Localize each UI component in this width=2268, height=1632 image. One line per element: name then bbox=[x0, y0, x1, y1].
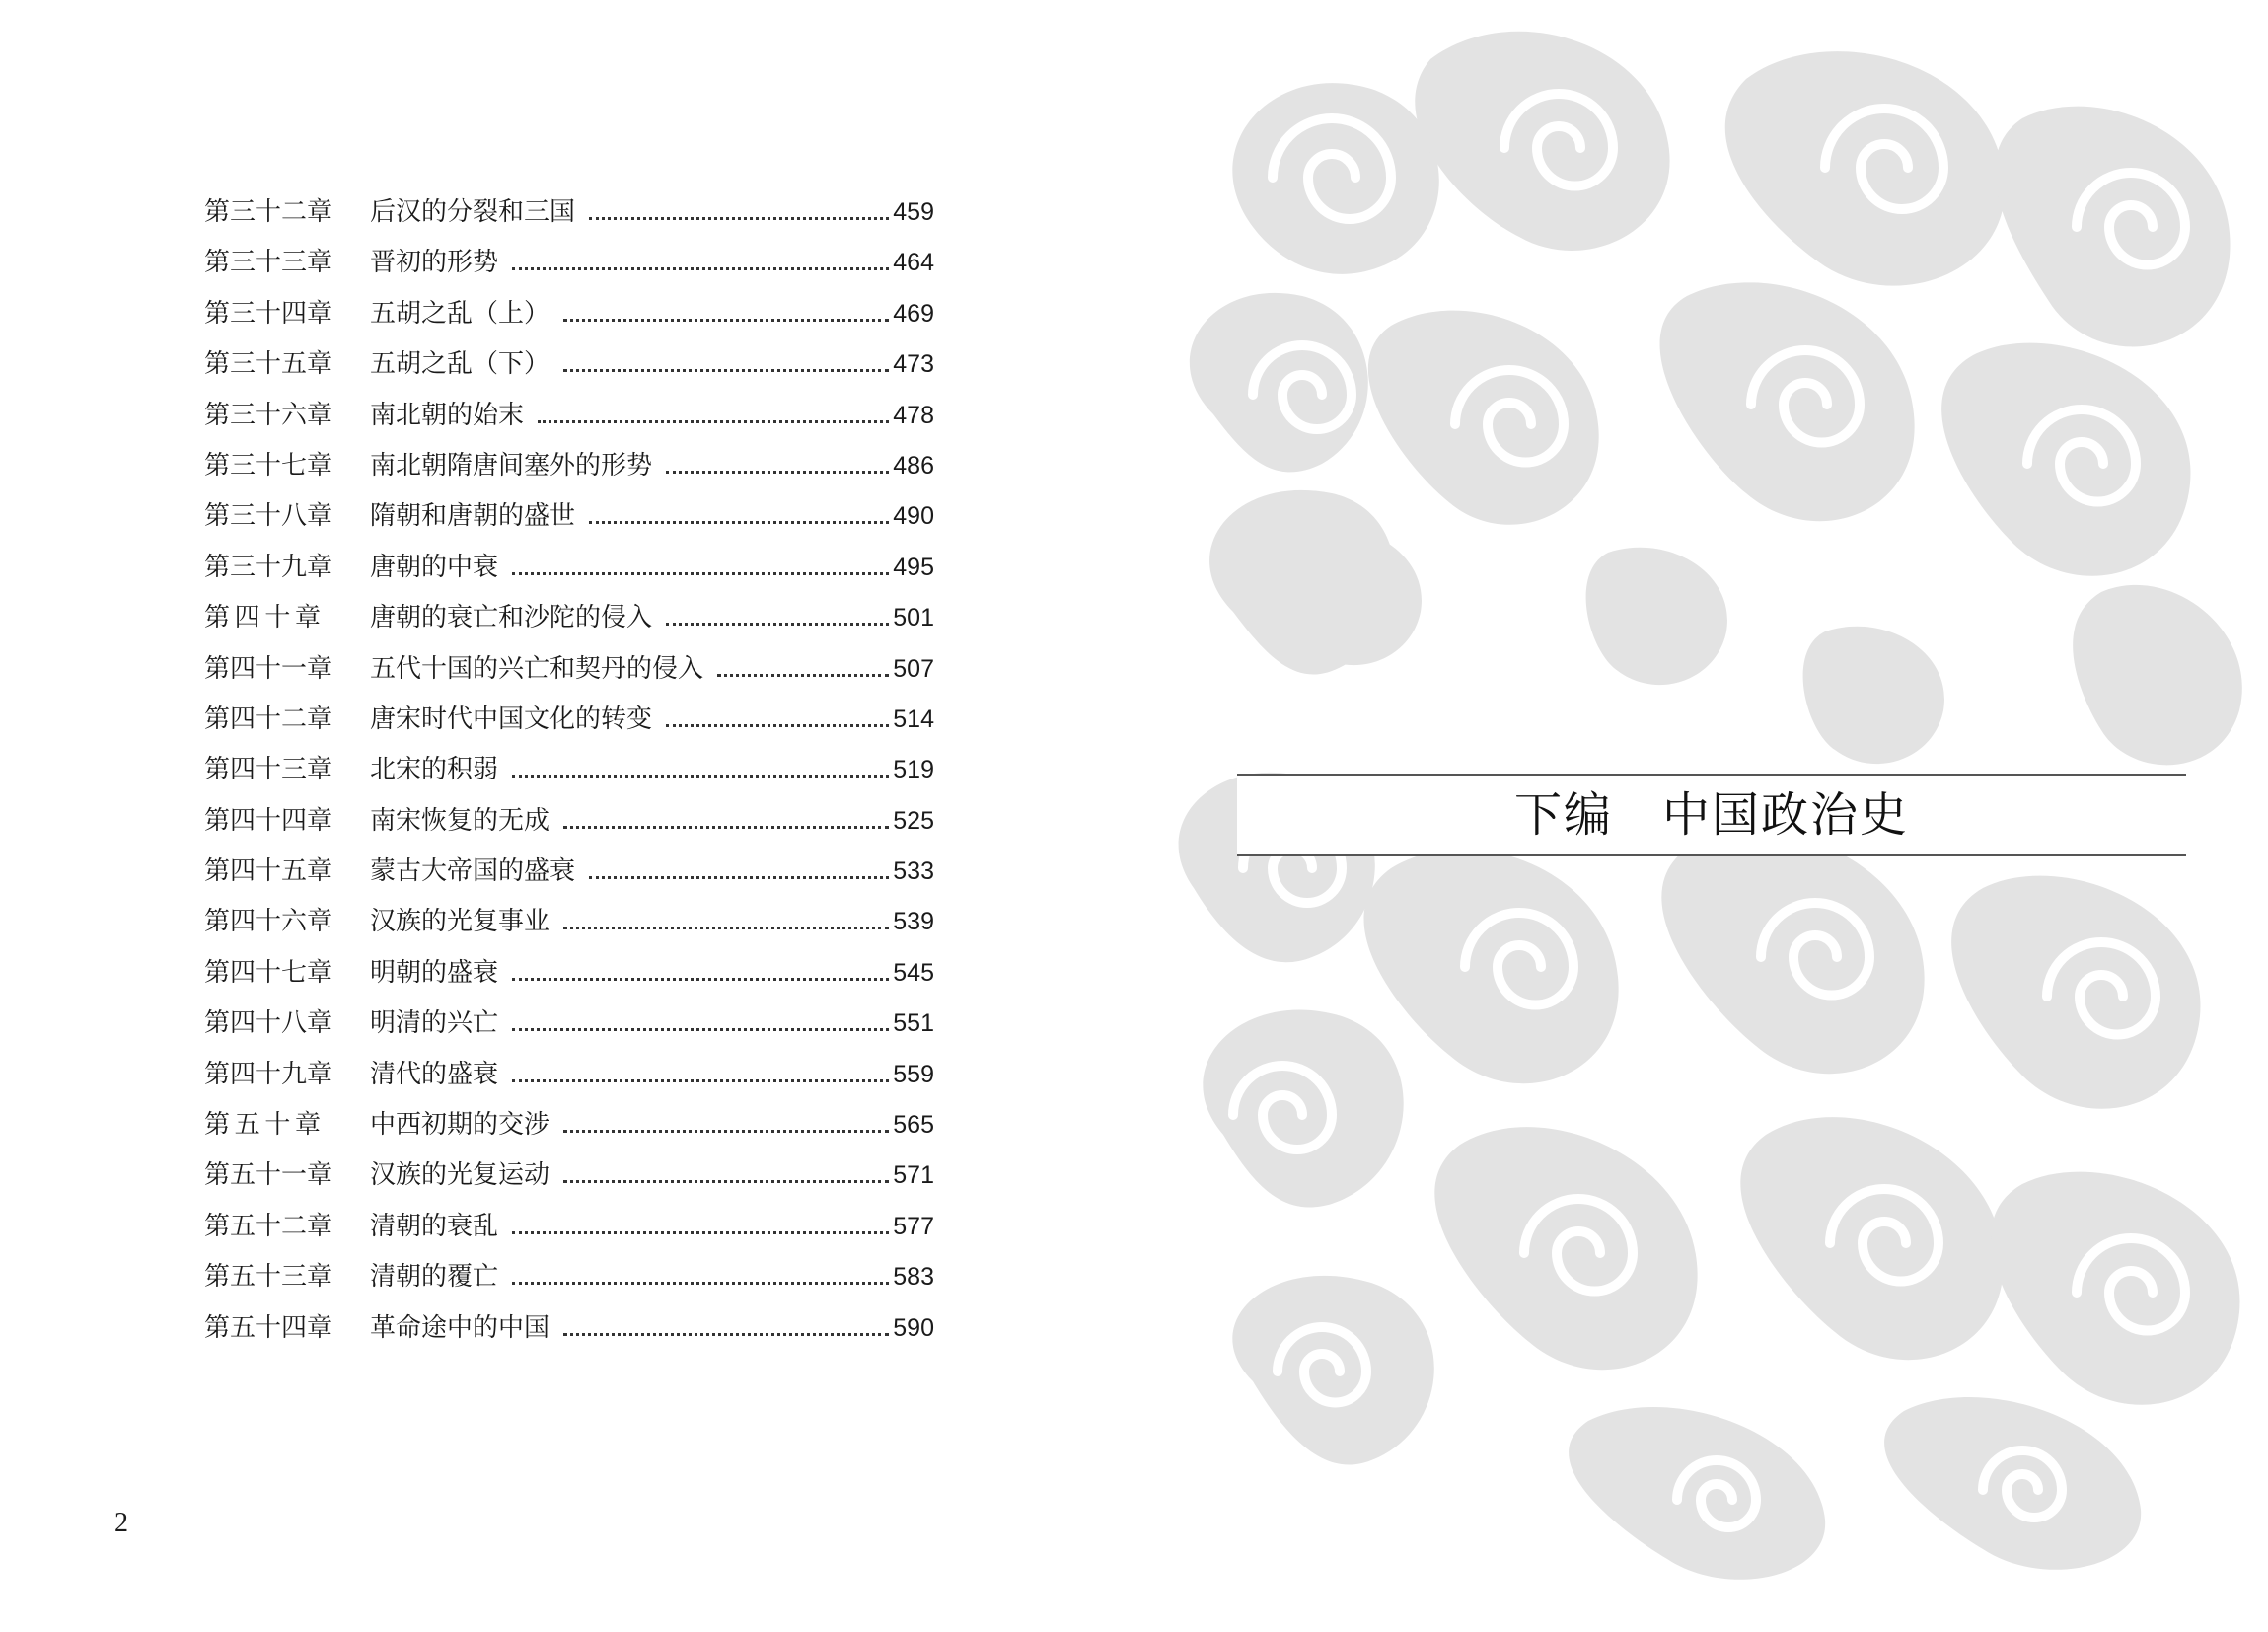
toc-dot-leader bbox=[512, 572, 889, 575]
toc-entry bbox=[204, 796, 934, 847]
toc-chapter-number: 第四十八章 bbox=[204, 1008, 333, 1039]
toc-page-number: 559 bbox=[893, 1060, 934, 1088]
toc-chapter-title: 清朝的衰乱 bbox=[370, 1211, 499, 1241]
toc-chapter-title: 蒙古大帝国的盛衰 bbox=[370, 856, 576, 887]
toc-chapter-number: 第三十二章 bbox=[204, 197, 333, 227]
toc-dot-leader bbox=[563, 369, 889, 372]
toc-entry bbox=[204, 441, 934, 491]
toc-chapter-number: 第三十七章 bbox=[204, 450, 333, 481]
toc-entry bbox=[204, 238, 934, 288]
toc-dot-leader bbox=[563, 1180, 889, 1183]
toc-chapter-title: 清朝的覆亡 bbox=[370, 1262, 499, 1293]
toc-chapter-number: 第三十六章 bbox=[204, 400, 333, 430]
toc-chapter-title: 后汉的分裂和三国 bbox=[370, 197, 576, 227]
toc-chapter-title: 唐宋时代中国文化的转变 bbox=[370, 704, 653, 734]
toc-dot-leader bbox=[563, 319, 889, 322]
toc-entry bbox=[204, 847, 934, 897]
toc-entry bbox=[204, 1202, 934, 1252]
toc-page-number: 545 bbox=[893, 958, 934, 987]
toc-page-number: 478 bbox=[893, 401, 934, 429]
toc-chapter-number: 第四十五章 bbox=[204, 856, 333, 887]
toc-dot-leader bbox=[512, 1231, 889, 1234]
toc-chapter-title: 明朝的盛衰 bbox=[370, 957, 499, 988]
toc-entry bbox=[204, 897, 934, 947]
toc-entry bbox=[204, 593, 934, 643]
toc-chapter-title: 南北朝隋唐间塞外的形势 bbox=[370, 450, 653, 481]
toc-dot-leader bbox=[538, 420, 889, 423]
toc-entry bbox=[204, 543, 934, 593]
toc-chapter-title: 隋朝和唐朝的盛世 bbox=[370, 501, 576, 532]
toc-chapter-title: 南宋恢复的无成 bbox=[370, 805, 550, 836]
toc-dot-leader bbox=[666, 724, 889, 727]
toc-page-number: 495 bbox=[893, 553, 934, 581]
toc-dot-leader bbox=[512, 775, 889, 778]
toc-chapter-number: 第四十九章 bbox=[204, 1059, 333, 1089]
toc-chapter-number: 第三十八章 bbox=[204, 501, 333, 532]
toc-dot-leader bbox=[512, 1282, 889, 1285]
toc-dot-leader bbox=[512, 267, 889, 270]
toc-dot-leader bbox=[589, 876, 889, 879]
page-number: 2 bbox=[114, 1508, 128, 1538]
toc-entry bbox=[204, 695, 934, 745]
toc-page-number: 486 bbox=[893, 451, 934, 480]
toc-chapter-title: 五胡之乱（下） bbox=[370, 349, 550, 380]
toc-chapter-number: 第五十章 bbox=[204, 1110, 326, 1141]
toc-chapter-number: 第五十三章 bbox=[204, 1262, 333, 1293]
toc-chapter-title: 中西初期的交涉 bbox=[370, 1110, 550, 1141]
toc-chapter-number: 第五十四章 bbox=[204, 1312, 333, 1343]
toc-page-number: 459 bbox=[893, 198, 934, 226]
toc-page-number: 469 bbox=[893, 299, 934, 328]
toc-chapter-number: 第四十七章 bbox=[204, 957, 333, 988]
toc-dot-leader bbox=[512, 978, 889, 981]
toc-dot-leader bbox=[563, 826, 889, 829]
toc-chapter-number: 第四十四章 bbox=[204, 805, 333, 836]
toc-chapter-number: 第五十二章 bbox=[204, 1211, 333, 1241]
toc-entry bbox=[204, 491, 934, 542]
toc-dot-leader bbox=[589, 217, 889, 220]
toc-dot-leader bbox=[666, 623, 889, 626]
toc-dot-leader bbox=[563, 1130, 889, 1133]
toc-chapter-title: 明清的兴亡 bbox=[370, 1008, 499, 1039]
table-of-contents bbox=[204, 187, 934, 1354]
toc-dot-leader bbox=[589, 521, 889, 524]
toc-page-number: 507 bbox=[893, 654, 934, 683]
toc-chapter-title: 清代的盛衰 bbox=[370, 1059, 499, 1089]
toc-entry bbox=[204, 289, 934, 339]
toc-page-number: 490 bbox=[893, 502, 934, 531]
toc-dot-leader bbox=[512, 1079, 889, 1082]
toc-dot-leader bbox=[563, 1333, 889, 1336]
toc-chapter-number: 第三十四章 bbox=[204, 298, 333, 329]
toc-chapter-number: 第三十三章 bbox=[204, 248, 333, 278]
toc-page-number: 525 bbox=[893, 806, 934, 835]
toc-chapter-title: 唐朝的衰亡和沙陀的侵入 bbox=[370, 603, 653, 633]
toc-page-number: 473 bbox=[893, 350, 934, 379]
toc-page-number: 565 bbox=[893, 1111, 934, 1140]
toc-dot-leader bbox=[563, 927, 889, 929]
toc-entry bbox=[204, 644, 934, 695]
toc-chapter-number: 第五十一章 bbox=[204, 1160, 333, 1191]
toc-page-number: 533 bbox=[893, 857, 934, 886]
toc-entry bbox=[204, 1150, 934, 1201]
toc-chapter-title: 晋初的形势 bbox=[370, 248, 499, 278]
toc-chapter-title: 唐朝的中衰 bbox=[370, 552, 499, 582]
toc-page-number: 551 bbox=[893, 1009, 934, 1038]
part-title bbox=[1237, 776, 2186, 854]
toc-chapter-number: 第三十五章 bbox=[204, 349, 333, 380]
part-title-band bbox=[1237, 774, 2186, 856]
toc-page-number: 583 bbox=[893, 1263, 934, 1292]
toc-dot-leader bbox=[512, 1028, 889, 1031]
right-page bbox=[1134, 0, 2268, 1632]
toc-entry bbox=[204, 948, 934, 999]
toc-chapter-title: 五胡之乱（上） bbox=[370, 298, 550, 329]
toc-chapter-title: 革命途中的中国 bbox=[370, 1312, 550, 1343]
toc-page-number: 514 bbox=[893, 705, 934, 733]
part-name: 中国政治史 bbox=[1662, 787, 1910, 843]
toc-entry bbox=[204, 1303, 934, 1354]
part-label: 下编 bbox=[1513, 787, 1613, 843]
toc-entry bbox=[204, 999, 934, 1049]
toc-chapter-number: 第四十章 bbox=[204, 603, 326, 633]
toc-entry bbox=[204, 187, 934, 238]
toc-page-number: 464 bbox=[893, 249, 934, 277]
toc-chapter-title: 汉族的光复事业 bbox=[370, 907, 550, 937]
toc-page-number: 539 bbox=[893, 908, 934, 936]
toc-chapter-number: 第四十三章 bbox=[204, 755, 333, 785]
toc-entry bbox=[204, 1252, 934, 1302]
toc-entry bbox=[204, 1100, 934, 1150]
toc-page-number: 519 bbox=[893, 756, 934, 784]
toc-chapter-number: 第四十一章 bbox=[204, 653, 333, 684]
toc-chapter-title: 北宋的积弱 bbox=[370, 755, 499, 785]
toc-chapter-title: 五代十国的兴亡和契丹的侵入 bbox=[370, 653, 704, 684]
toc-chapter-title: 南北朝的始末 bbox=[370, 400, 525, 430]
toc-entry bbox=[204, 391, 934, 441]
toc-chapter-number: 第三十九章 bbox=[204, 552, 333, 582]
toc-entry bbox=[204, 339, 934, 390]
toc-entry bbox=[204, 1050, 934, 1100]
toc-chapter-number: 第四十六章 bbox=[204, 907, 333, 937]
toc-chapter-title: 汉族的光复运动 bbox=[370, 1160, 550, 1191]
toc-dot-leader bbox=[717, 674, 889, 677]
toc-dot-leader bbox=[666, 471, 889, 474]
toc-page-number: 590 bbox=[893, 1313, 934, 1342]
toc-page-number: 501 bbox=[893, 604, 934, 632]
toc-page-number: 571 bbox=[893, 1161, 934, 1190]
toc-entry bbox=[204, 745, 934, 795]
toc-chapter-number: 第四十二章 bbox=[204, 704, 333, 734]
toc-page-number: 577 bbox=[893, 1212, 934, 1240]
